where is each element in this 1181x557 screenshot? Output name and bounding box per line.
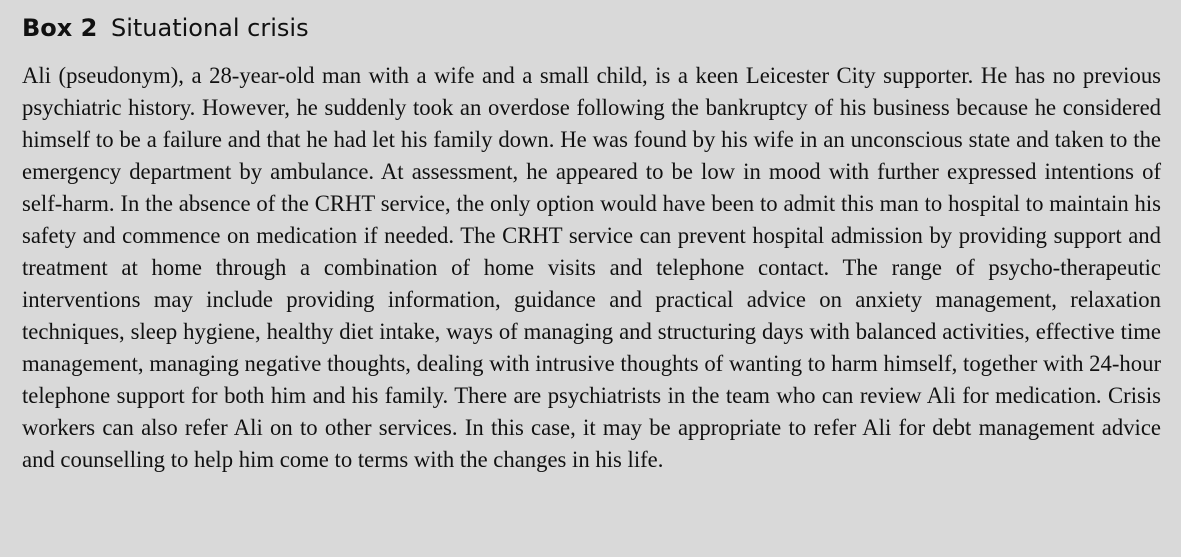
box-label: Box 2 — [22, 14, 98, 42]
box-title: Situational crisis — [110, 14, 309, 42]
box-body-text: Ali (pseudonym), a 28-year-old man with a wife and a small child, is a keen Leicester City supporter. He has no previous psychiatric history. However, he suddenly took an overdose following the bankruptcy of his business because he considered himself to be a failure and that he had let his family down. He was found by his wife in an unconscious state and taken to the emergency department by ambulance. At assessment, he appeared to be low in mood with further expressed intentions of self-harm. In the absence of the CRHT service, the only option would have been to admit this man to hospital to maintain his safety and commence on medication if needed. The CRHT service can prevent hospital admission by providing support and treatment at home through a combination of home visits and telephone contact. The range of psycho-therapeutic interventions may include providing information, guidance and practical advice on anxiety management, relaxation techniques, sleep hygiene, healthy diet intake, ways of managing and structuring days with balanced activities, effective time management, managing negative thoughts, dealing with intrusive thoughts of wanting to harm himself, together with 24-hour telephone support for both him and his family. There are psychiatrists in the team who can review Ali for medication. Crisis workers can also refer Ali on to other services. In this case, it may be appropriate to refer Ali for debt management advice and counselling to help him come to terms with the changes in his life. — [22, 63, 1161, 472]
box-header — [22, 12, 1161, 44]
